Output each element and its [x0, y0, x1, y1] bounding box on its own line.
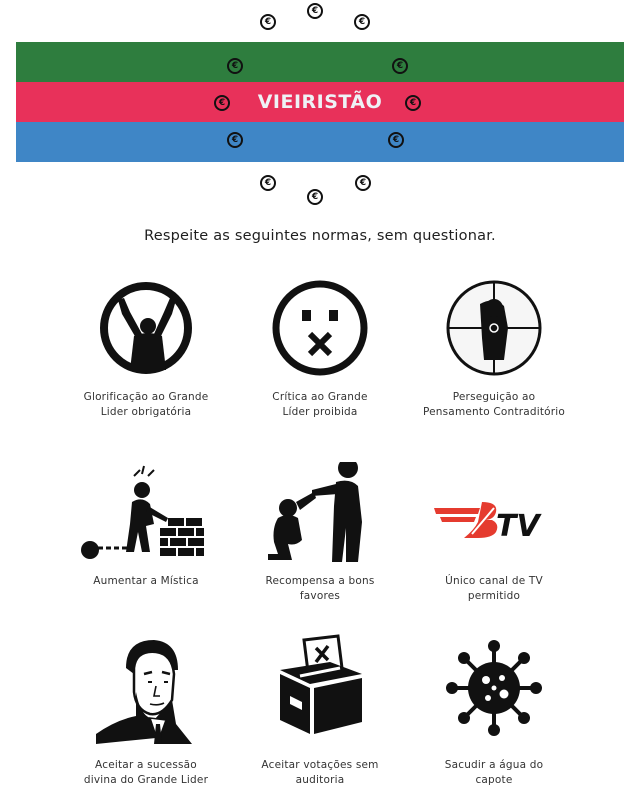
euro-coin-icon: €	[260, 175, 276, 191]
euro-coin-icon: €	[388, 132, 404, 148]
rule-caption-line: Sacudir a água do	[444, 759, 544, 771]
euro-coin-icon: €	[392, 58, 408, 74]
ballot-box-icon	[270, 634, 370, 744]
rule-caption-line: Único canal de TV	[445, 575, 543, 587]
rule-caption	[394, 390, 594, 420]
rule-caption-line: Líder proibida	[282, 406, 358, 418]
rule-caption-line: Recompensa a bons	[265, 575, 375, 587]
rule-caption-line: Perseguição ao	[452, 391, 536, 403]
btv-logo-text: TV	[496, 509, 540, 544]
euro-coin-icon: €	[260, 14, 276, 30]
flag-banner	[16, 42, 624, 162]
euro-coin-icon: €	[227, 58, 243, 74]
flag-stripe-green	[16, 42, 624, 82]
rule-caption-line: Glorificação ao Grande	[83, 391, 209, 403]
btv-logo-icon	[434, 462, 554, 562]
euro-coin-icon: €	[355, 175, 371, 191]
rule-caption	[46, 758, 246, 788]
euro-coin-icon: €	[307, 3, 323, 19]
euro-coin-icon: €	[227, 132, 243, 148]
rule-caption-line: favores	[299, 590, 341, 602]
rule-caption-line: auditoria	[295, 774, 345, 786]
rule-caption-line: capote	[475, 774, 513, 786]
rule-caption-line: Pensamento Contraditório	[422, 406, 566, 418]
rule-caption	[46, 390, 246, 420]
crosshair-target-icon	[444, 278, 544, 378]
euro-coin-icon: €	[405, 95, 421, 111]
rule-caption	[46, 574, 246, 589]
rule-caption-line: Crítica ao Grande	[272, 391, 368, 403]
flag-stripe-red	[16, 82, 624, 122]
flag-stripe-blue	[16, 122, 624, 162]
reward-favors-icon	[266, 462, 376, 562]
euro-coin-icon: €	[307, 189, 323, 205]
euro-coin-icon: €	[354, 14, 370, 30]
rule-caption	[394, 758, 594, 788]
virus-icon	[444, 638, 544, 738]
page-subtitle: Respeite as seguintes normas, sem questionar.	[144, 228, 496, 244]
leader-portrait-icon	[96, 634, 196, 744]
glorify-leader-icon	[96, 278, 196, 378]
rule-caption	[220, 574, 420, 604]
prisoner-bricks-icon	[80, 462, 210, 562]
rule-caption	[394, 574, 594, 604]
rule-caption-line: divina do Grande Lider	[83, 774, 209, 786]
silenced-face-icon	[270, 278, 370, 378]
rule-caption-line: Aceitar votações sem	[261, 759, 379, 771]
rule-caption-line: Aumentar a Mística	[93, 575, 199, 587]
euro-coin-icon: €	[214, 95, 230, 111]
rule-caption-line: permitido	[467, 590, 521, 602]
rule-caption-line: Lider obrigatória	[100, 406, 192, 418]
page-title: VIEIRISTÃO	[257, 91, 383, 113]
rule-caption-line: Aceitar a sucessão	[95, 759, 197, 771]
rule-caption	[220, 758, 420, 788]
rule-caption	[220, 390, 420, 420]
